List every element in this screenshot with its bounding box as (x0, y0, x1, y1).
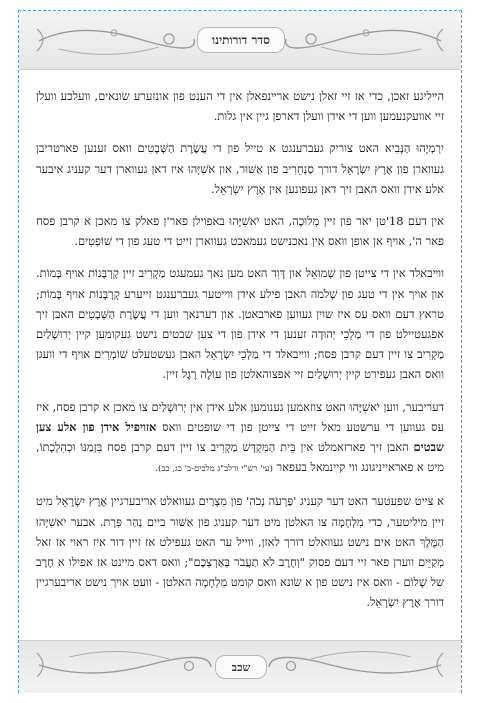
page-number-frame (215, 655, 267, 679)
paragraph-3 (36, 211, 444, 251)
paragraph-4 (36, 263, 444, 384)
paragraph-text: א צייט שפעטער האט דער קעניג 'פַּרְעֹה נְכֹה' פון מִצְרַיִם געוואלט אריבערגיין אֶרֶץ יִשְׂרָאֵל מיט זיין מיליטער, כדי מִלְחָמָה צו האלטן מיט דער קעניג פון אַשּׁוּר ביים נְהַר פְּרָת. אבער יֹאשִׁיָּהוּ הַמֶּלֶךְ האט אים נישט געוואלט דורך לאזן, ווייל ער האט געפילט אז זיין דור איז ראוי אז זאל מְקַיֵּים ווערן פאר זיי דעם פסוק "וְחֶרֶב לֹא תַעֲבֹר בְּאַרְצְכֶם"; וואס דאס מיינט אז אפילו א חֶרֶב של שָׁלוֹם - וואס איז נישט פון א שׂונא וואס קומט מִלְחָמָה האלטן - וועט אויך נישט אריבערגיין דורך אֶרֶץ יִשְׂרָאֵל. (36, 494, 444, 610)
paragraph-1 (36, 86, 444, 126)
paragraph-text: ווײבאלד אין די צייטן פון שְׁמוּאֵל און דָּוִד האט מען נאך געמעגט מַקְרִיב זיין קָרְבָּנוֹת אויף בָּמוֹת. און אויך אין די טעג פון שְׁלֹמֹה האבן פילע אידן ווייטער געברענגט זייערע קָרְבָּנוֹת אויף בָּמוֹת; טראץ דעם וואס עס איז שוין געווען פארבאטן. און דערנאך ווען די עֲשֶׂרֶת הַשְּׁבָטִים האבן זיך אפגעטיילט פון די מַלְכֵי יְהוּדָה זענען די אידן פון די צען שבטים נישט געקומען קיין יְרוּשָׁלַיִם מַקְרִיב צו זיין דעם קרבן פסח; ווײבאלד די מַלְכֵי יִשְׂרָאֵל האבן געשטעלט שׁוֹמְרִים אויף די וועגן וואס האבן געפירט קיין יְרוּשָׁלַיִם זיי אפצוהאלטן פון עוֹלֶה רֶגֶל זיין. (36, 266, 444, 382)
page-footer (19, 640, 461, 693)
paragraph-text: אין דעם 18'טן יאר פון זיין מְלוּכָה, האט יֹאשִׁיָּהוּ באפוילן פאר'ן פאלק צו מאכן א קרבן פסח פאר ה', אויף אן אופן וואס אין נאכנישט געמאכט געווארן זייט די טעג פון די שׁוֹפְטִים. (36, 214, 445, 249)
paragraph-bold-phrase: אזויפיל אידן פון אלע צען שבטים (36, 419, 444, 455)
page-number: שכב (231, 660, 251, 674)
paragraph-text-continued: האבן זיך פארזאמלט אין בֵּית הַמִּקְדָּשׁ מַקְרִיב צו זיין דעם קרבן פסח בִּזְמַנּוֹ וּכְהִלְכָתוֹ, מיט א פאראייניגונג ווי קיינמאל בעפאר (36, 440, 444, 475)
paragraph-6 (36, 491, 444, 612)
paragraph-2 (36, 138, 444, 199)
paragraph-5 (36, 397, 444, 480)
page-body (36, 86, 444, 625)
source-reference: (עי' רש"י ורלב"ג מלכים-ב' כג, כב). (155, 464, 273, 475)
paragraph-text: הײליגע זאכן, כדי אז זיי זאלן נישט ארײנפאלן אין די הענט פון אונזערע שׂונאים, וועלכע וועלן זיי אוועקנעמען ווען די אידן וועלן דארפן גיין אין גלות. (36, 89, 444, 124)
paragraph-text: יִרְמְיָהוּ הַנָּבִיא האט צוריק געברענגט א טייל פון די עֲשֶׂרֶת הַשְּׁבָטִים וואס זענען פארטריבן געווארן פון אֶרֶץ יִשְׂרָאֵל דורך סַנְחֵרִיב פון אַשּׁוּר, און אֹשִׁיָּהוּ איז דאן געווארן דער קעניג איבער אלע אידן וואס האבן זיך דאן געפונען אין אֶרֶץ יִשְׂרָאֵל. (36, 141, 444, 196)
page-title: סדר דורותינו (212, 32, 270, 47)
paragraph-text: דעריבער, ווען יֹאשִׁיָּהוּ האט צוזאמען גענומען אלע אידן אין יְרוּשָׁלַיִם צו מאכן א קרבן פסח, איז עס געווען די ערשטע מאל זייט די צייטן פון די שופטים וואס (36, 399, 444, 434)
